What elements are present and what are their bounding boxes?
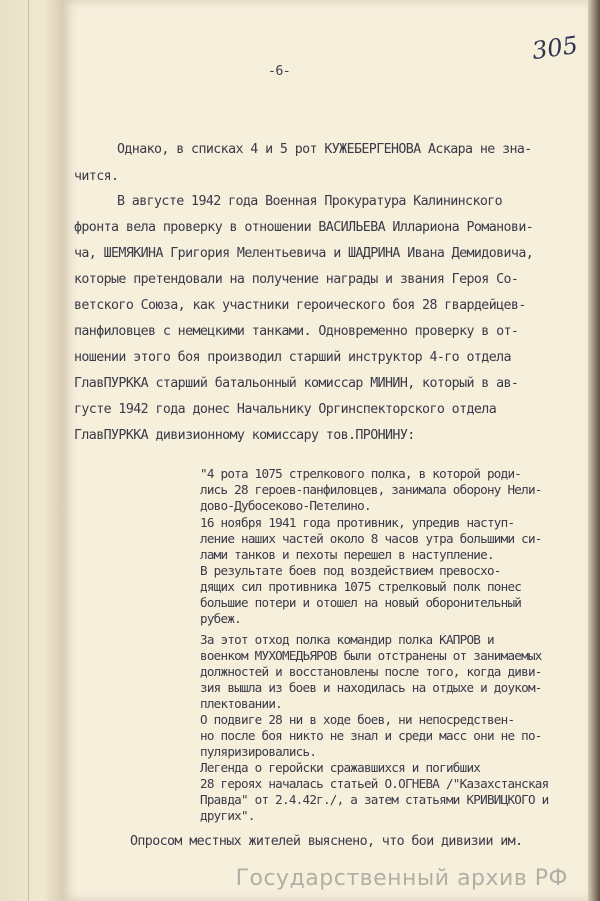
quote-line: должностей и восстановлены после того, когда диви- bbox=[200, 664, 542, 679]
quote-line: рубеж. bbox=[200, 611, 241, 626]
quote-line: 16 ноября 1941 года противник, упредив наступ- bbox=[200, 515, 515, 530]
body-line: густе 1942 года донес Начальнику Оргинспекторского отдела bbox=[74, 402, 497, 417]
quote-line: военком МУХОМЕДЬЯРОВ были отстранены от занимаемых bbox=[200, 648, 542, 663]
page-right-edge bbox=[588, 0, 600, 901]
quote-line: дово-Дубосеково-Петелино. bbox=[200, 498, 371, 513]
quote-line: большие потери и отошел на новый оборонительный bbox=[200, 595, 522, 610]
quote-line: но после боя никто не знал и среди масс они не по- bbox=[200, 728, 542, 743]
quote-line: 28 героях началась статьей О.ОГНЕВА /"Казахстанская bbox=[200, 776, 549, 791]
quote-line: ление наших частей около 8 часов утра большими си- bbox=[200, 531, 542, 546]
body-line: ношении этого боя производил старший инструктор 4-го отдела bbox=[74, 350, 511, 365]
quote-line: других". bbox=[200, 808, 255, 823]
quote-line: дящих сил противника 1075 стрелковый полк понес bbox=[200, 579, 522, 594]
body-line: ветского Союза, как участники героического боя 28 гвардейцев- bbox=[74, 298, 526, 313]
page-number: -6- bbox=[268, 64, 291, 79]
quote-line: Правда" от 2.4.42г./, а затем статьями КРИВИЦКОГО и bbox=[200, 792, 549, 807]
previous-page-edge bbox=[0, 0, 62, 901]
body-line: ГлавПУРККА старший батальонный комиссар МИНИН, который в ав- bbox=[74, 376, 519, 391]
body-line: чится. bbox=[74, 169, 119, 184]
quote-line: В результате боев под воздействием превосхо- bbox=[200, 563, 501, 578]
body-line: ча, ШЕМЯКИНА Григория Мелентьевича и ШАДРИНА Ивана Демидовича, bbox=[74, 246, 534, 261]
quote-line: зия вышла из боев и находилась на отдыхе и доуком- bbox=[200, 680, 542, 695]
body-line: фронта вела проверку в отношении ВАСИЛЬЕВА Иллариона Романови- bbox=[74, 220, 534, 235]
body-line: которые претендовали на получение награды и звания Героя Со- bbox=[74, 272, 519, 287]
body-line: панфиловцев с немецкими танками. Одновременно проверку в от- bbox=[74, 324, 519, 339]
page-fold-line bbox=[28, 0, 29, 901]
body-line: Однако, в списках 4 и 5 рот КУЖЕБЕРГЕНОВА Аскара не зна- bbox=[117, 142, 532, 157]
closing-line: Опросом местных жителей выяснено, что бои дивизии им. bbox=[130, 834, 523, 849]
quote-line: Легенда о геройски сражавшихся и погибших bbox=[200, 760, 481, 775]
quote-line: пуляризировались. bbox=[200, 744, 317, 759]
quote-line: О подвиге 28 ни в ходе боев, ни непосредствен- bbox=[200, 712, 515, 727]
quote-line: За этот отход полка командир полка КАПРОВ и bbox=[200, 632, 494, 647]
quote-line: лами танков и пехоты перешел в наступление. bbox=[200, 547, 494, 562]
quote-line: плектовании. bbox=[200, 696, 282, 711]
handwritten-folio-number: 305 bbox=[530, 30, 580, 66]
body-line: ГлавПУРККА дивизионному комиссару тов.ПРОНИНУ: bbox=[74, 428, 415, 443]
body-line: В августе 1942 года Военная Прокуратура Калининского bbox=[117, 194, 503, 209]
quote-line: "4 рота 1075 стрелкового полка, в которой роди- bbox=[200, 466, 522, 481]
document-page bbox=[62, 0, 588, 901]
quote-line: лись 28 героев-панфиловцев, занимала оборону Нели- bbox=[200, 482, 542, 497]
archive-watermark: Государственный архив РФ bbox=[235, 866, 568, 891]
